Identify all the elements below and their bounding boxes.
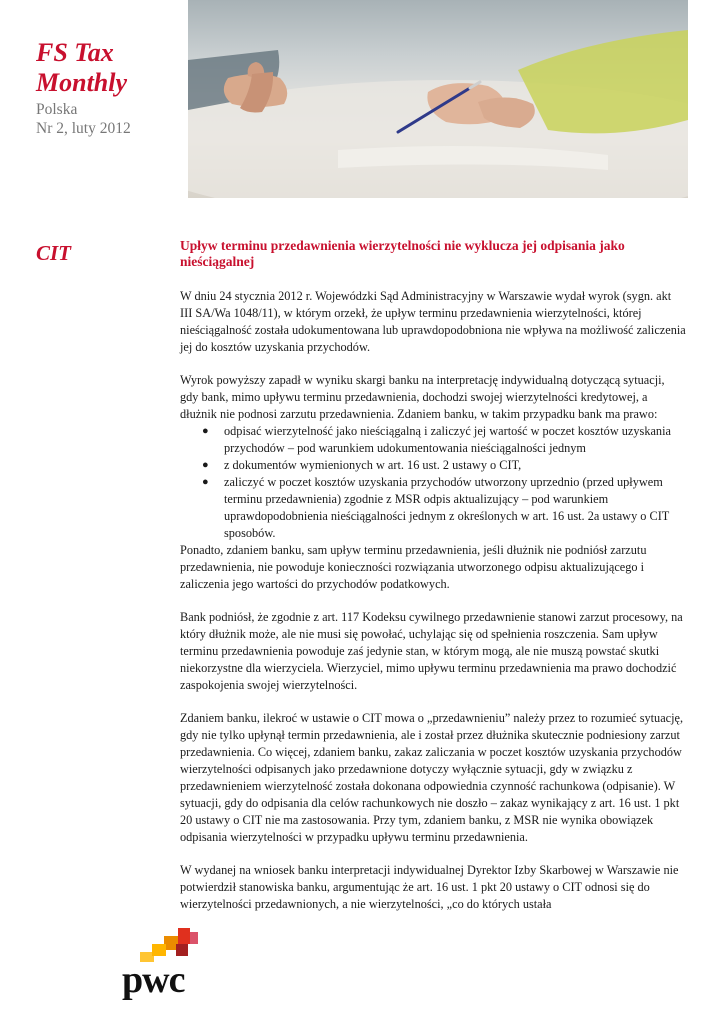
paragraph: Ponadto, zdaniem banku, sam upływ terminu przedawnienia, jeśli dłużnik nie podniósł zarzutu przedawnienia, nie powoduje konieczności rozwiązania utworzonego odpisu aktualizującego i zaliczenia jego wartości do przychodów podatkowych. [180,543,647,591]
article [180,238,686,913]
bullet-icon: ● [202,425,209,437]
list-item-text: z dokumentów wymienionych w art. 16 ust. 2 ustawy o CIT, [224,458,522,472]
paragraph: Wyrok powyższy zapadł w wyniku skargi banku na interpretację indywidualną dotyczącą sytuacji, gdy bank, mimo upływu terminu przedawnienia, dochodzi swojej wierzytelności kredytowej, a dłużnik nie podnosi zarzutu przedawnienia. Zdaniem banku, w takim przypadku bank ma prawo: [180,373,665,421]
list-item [202,457,686,474]
pwc-logo [118,928,198,1001]
paragraph: Bank podniósł, że zgodnie z art. 117 Kodeksu cywilnego przedawnienie stanowi zarzut procesowy, na który dłużnik może, ale nie musi się powołać, uchylając się od spełnienia roszczenia. Sam upływ terminu przedawnienia powoduje zaś jedynie stan, w którym mogą, ale nie muszą powstać skutki niekorzystne dla wierzyciela. Wierzyciel, mimo upływu terminu przedawnienia ma prawo dochodzić zaspokojenia swojej wierzytelności. [180,610,683,692]
bullet-icon: ● [202,476,209,488]
publication-title-line-1: FS Tax [36,38,114,67]
bullet-icon: ● [202,459,209,471]
list-item [202,423,686,457]
paragraph: Zdaniem banku, ilekroć w ustawie o CIT mowa o „przedawnieniu” należy przez to rozumieć sytuację, gdy nie tylko upłynął termin przedawnienia, ale i został przez dłużnika skutecznie podniesiony zarzut przedawnienia. Co więcej, zdaniem banku, zakaz zaliczania w poczet kosztów uzyskania przychodów wierzytelności odpisanych jako przedawnione dotyczy wyłącznie sytuacji, gdy w związku z przedawnieniem wierzytelność została dokonana odpowiednia czynność rachunkowa (odpisanie). W sytuacji, gdy do odpisania dla celów rachunkowych nie doszło – zakaz wynikający z art. 16 ust. 1 pkt 20 ustawy o CIT nie ma zastosowania. Przy tym, zdaniem banku, z MSR nie wynika obowiązek odpisania wierzytelności w przypadku upływu terminu przedawnienia. [180,711,684,844]
masthead [36,38,186,138]
paragraph: W dniu 24 stycznia 2012 r. Wojewódzki Sąd Administracyjny w Warszawie wydał wyrok (sygn. akt III SA/Wa 1048/11), w którym orzekł, że upływ terminu przedawnienia wierzytelności, której nieściągalność została udokumentowana lub uprawdopodobniona nie wpływa na możliwość zaliczenia jej do kosztów uzyskania przychodów. [180,289,686,354]
hands-with-pen-illustration [188,0,688,198]
country-label: Polska [36,101,78,118]
paragraph: W wydanej na wniosek banku interpretacji indywidualnej Dyrektor Izby Skarbowej w Warszawie nie potwierdził stanowiska banku, argumentując że art. 16 ust. 1 pkt 20 ustawy o CIT odnosi się do wierzytelności przedawnionych, a nie wierzytelności, „co do których ustała [180,863,679,911]
list-item [202,474,686,542]
publication-title-line-2: Monthly [36,68,128,97]
article-headline: Upływ terminu przedawnienia wierzytelności nie wyklucza jej odpisania jako nieściągalnej [180,238,625,269]
publication-title [36,38,186,98]
list-item-text: zaliczyć w poczet kosztów uzyskania przychodów utworzony uprzednio (przed upływem terminu przedawnienia) zgodnie z MSR odpis aktualizujący – pod warunkiem uprawdopodobnienia nieściągalności jednym z określonych w art. 16 ust. 2a ustawy o CIT sposobów. [224,475,670,540]
list-item-text: odpisać wierzytelność jako nieściągalną i zaliczyć jej wartość w poczet kosztów uzyskania przychodów – pod warunkiem udokumentowania nieściągalności jednym [224,424,671,455]
section-label: CIT [36,241,72,265]
bullet-list [180,423,686,542]
logo-wordmark: pwc [122,959,185,1001]
issue-label: Nr 2, luty 2012 [36,120,131,137]
hero-photo [188,0,688,198]
